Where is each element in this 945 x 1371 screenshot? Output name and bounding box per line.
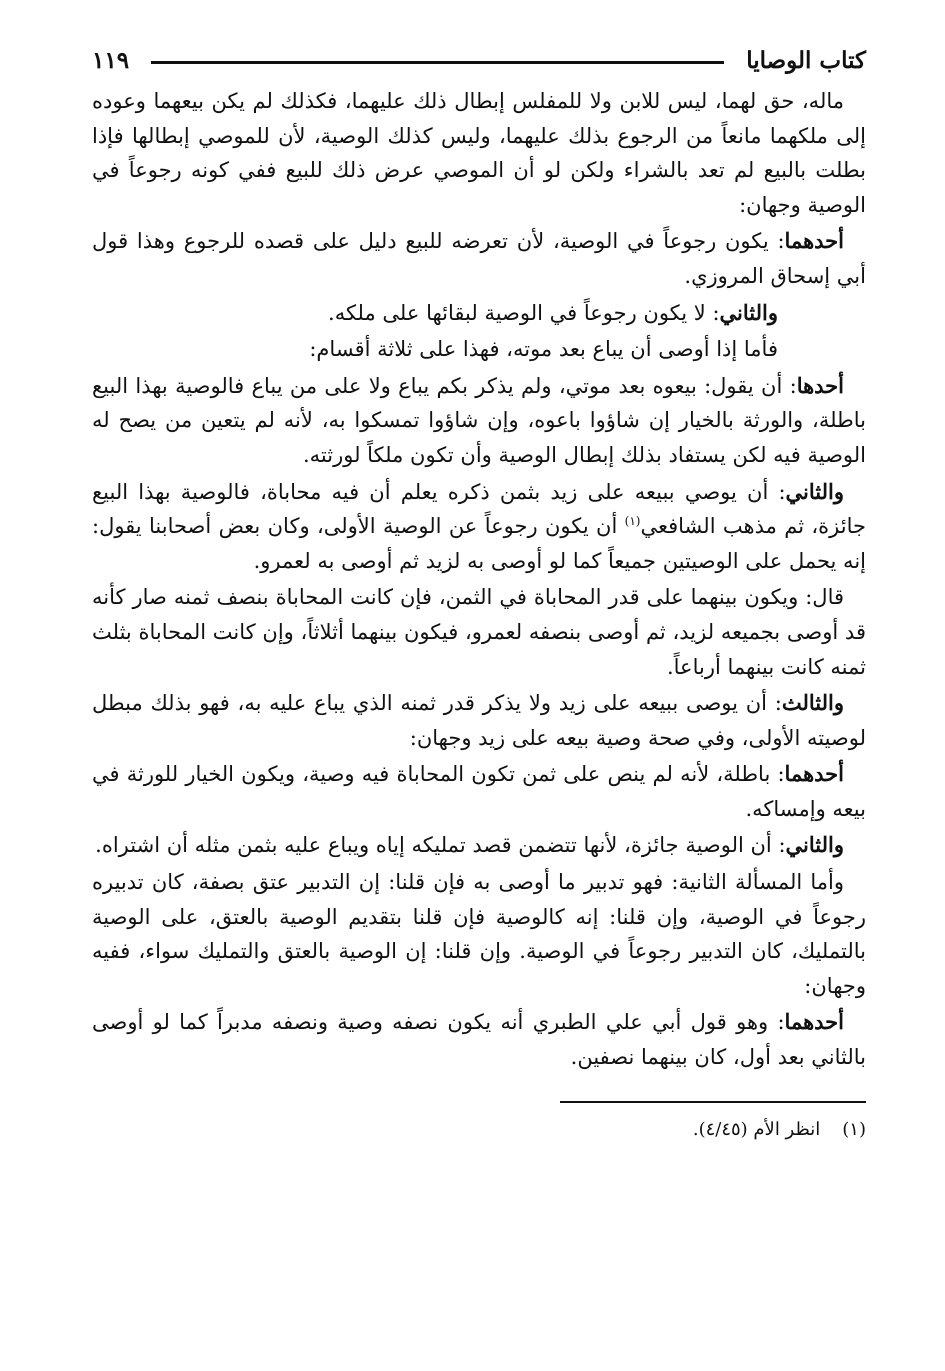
paragraph-2: [92, 224, 866, 293]
body-text: [92, 84, 866, 1075]
paragraph-text-continued: أن يكون رجوعاً عن الوصية الأولى، وكان بعض أصحابنا يقول: إنه يحمل على الوصيتين جميعاً كما لو أوصى به لزيد ثم أوصى به لعمرو.: [92, 514, 866, 573]
paragraph-text: قال: ويكون بينهما على قدر المحاباة في الثمن، فإن كانت المحاباة بنصف ثمنه صار كأنه قد أوصى بجميعه لزيد، ثم أوصى بنصفه لعمرو، فيكون بينهما أثلاثاً، وإن كانت المحاباة بثلث ثمنه كانت بينهما أرباعاً.: [92, 585, 866, 679]
footnote-marker: (١): [842, 1118, 866, 1140]
footnote-divider: [560, 1101, 866, 1103]
paragraph-text: : وهو قول أبي علي الطبري أنه يكون نصفه وصية ونصفه مدبراً كما لو أوصى بالثاني بعد أول، كان بينهما نصفين.: [92, 1010, 866, 1070]
paragraph-6: [92, 475, 866, 579]
footnote-text: انظر الأم (٤/٤٥).: [692, 1118, 821, 1140]
paragraph-5: [92, 369, 866, 473]
paragraph-label: أحدهما: [784, 228, 844, 254]
paragraph-11: [92, 865, 866, 1003]
paragraph-12: [92, 1005, 866, 1074]
paragraph-10: [92, 828, 866, 863]
document-page: [92, 38, 866, 1145]
paragraph-text: : يكون رجوعاً في الوصية، لأن تعرضه للبيع دليل على قصده للرجوع وهذا قول أبي إسحاق المروزي.: [92, 229, 866, 288]
paragraph-label: أحدهما: [784, 761, 844, 787]
footnote: [92, 1115, 866, 1145]
page-number: ١١٩: [92, 46, 130, 74]
paragraph-3: [92, 296, 866, 331]
page-header: [92, 38, 866, 82]
paragraph-label: والثاني: [719, 299, 778, 325]
paragraph-text: : أن يوصى ببيعه على زيد ولا يذكر قدر ثمنه الذي يباع عليه به، فهو بذلك مبطل لوصيته الأولى، وفي صحة وصية بيعه على زيد وجهان:: [92, 691, 866, 750]
paragraph-label: والثاني: [785, 832, 844, 858]
paragraph-text: : أن يوصي ببيعه على زيد بثمن ذكره يعلم أن فيه محاباة، فالوصية بهذا البيع جائزة، ثم مذهب الشافعي: [92, 479, 866, 539]
paragraph-label: والثاني: [785, 478, 844, 504]
paragraph-label: والثالث: [781, 690, 844, 716]
paragraph-text: وأما المسألة الثانية: فهو تدبير ما أوصى به فإن قلنا: إن التدبير عتق بصفة، كان تدبيره رجوعاً في الوصية، وإن قلنا: إنه كالوصية فإن قلنا بتقديم الوصية بالعتق، على الوصية بالتمليك، كان التدبير رجوعاً في الوصية. وإن قلنا: إن الوصية بالعتق والتمليك سواء، ففيه وجهان:: [92, 870, 866, 998]
paragraph-label: أحدهما: [784, 1009, 844, 1035]
paragraph-1: [92, 84, 866, 222]
paragraph-text: فأما إذا أوصى أن يباع بعد موته، فهذا على ثلاثة أقسام:: [309, 337, 778, 362]
header-divider: [151, 61, 724, 64]
paragraph-text: : لا يكون رجوعاً في الوصية لبقائها على ملكه.: [328, 300, 720, 325]
paragraph-text: : أن يقول: بيعوه بعد موتي، ولم يذكر بكم يباع ولا على من يباع فالوصية بهذا البيع باطلة، والورثة بالخيار إن شاؤوا باعوه، وإن شاؤوا تمسكوا به، لأنه لم يتعين من يصح له الوصية فيه لكن يستفاد بذلك إبطال الوصية وأن تكون ملكاً لورثته.: [92, 373, 866, 467]
paragraph-text: : أن الوصية جائزة، لأنها تتضمن قصد تمليكه إياه ويباع عليه بثمن مثله أن اشتراه.: [95, 833, 786, 858]
paragraph-9: [92, 757, 866, 826]
paragraph-7: [92, 580, 866, 684]
book-title: كتاب الوصايا: [746, 46, 866, 74]
paragraph-4: [92, 332, 866, 367]
paragraph-8: [92, 686, 866, 755]
paragraph-label: أحدها: [796, 372, 844, 398]
paragraph-text: : باطلة، لأنه لم ينص على ثمن تكون المحاباة فيه وصية، ويكون الخيار للورثة في بيعه وإمساكه.: [92, 762, 866, 821]
footnote-reference[interactable]: (١): [624, 514, 641, 529]
paragraph-text: ماله، حق لهما، ليس للابن ولا للمفلس إبطال ذلك عليهما، فكذلك لم يكن بيعهما وعوده إلى ملكهما مانعاً من الرجوع بذلك عليهما، وليس كذلك الوصية، لأن للموصي إبطالها فإذا بطلت بالبيع لم تعد بالشراء ولكن لو أن الموصي عرض ذلك للبيع ففي كونه رجوعاً في الوصية وجهان:: [92, 89, 866, 217]
